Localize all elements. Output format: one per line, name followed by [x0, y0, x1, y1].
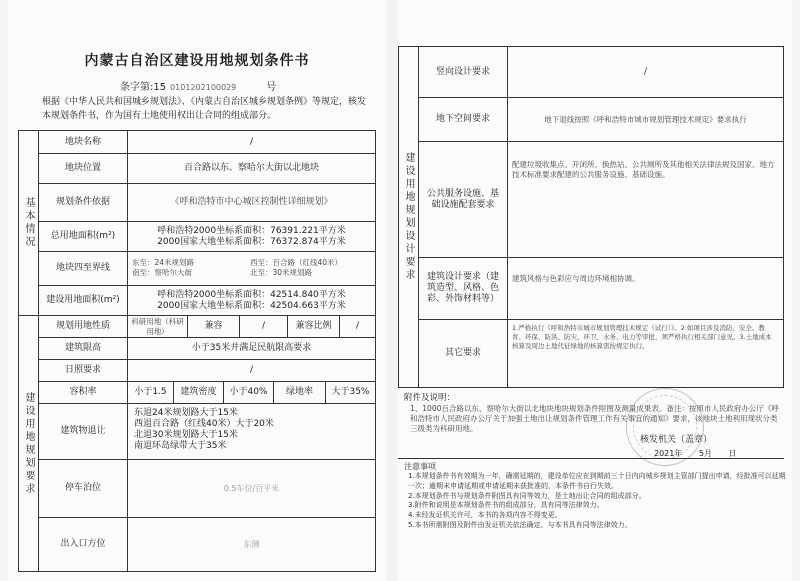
table-row [39, 359, 375, 381]
density-label: 建筑密度 [173, 382, 223, 403]
sunlight-label: 日照要求 [64, 365, 101, 375]
use-value: 科研用地（科研用地） [127, 316, 187, 337]
table-row [39, 403, 375, 459]
setback-label: 建筑物退让 [60, 426, 106, 436]
boundary-value [127, 252, 375, 285]
note-item: 1.本规划条件书有效期为一年，确需延期的，建设单位应在到期前三十日内向城乡规划主管部门提出申请，经批准可以延期一次；逾期未申请延期或申请延期未获批准的，本条件书自行失效。 [408, 472, 786, 490]
build-area-label: 建设用地面积(m²) [46, 295, 120, 305]
other-label: 其它要求 [444, 348, 481, 358]
setback-line: 南退环岛绿带大于35米 [134, 441, 227, 451]
plot-name-value: / [127, 131, 375, 153]
table-row [39, 183, 375, 221]
note-item: 3.附件和说明是本规划条件书的组成部分，具有同等法律效力。 [408, 501, 604, 510]
underground-label: 地下空间要求 [435, 114, 490, 124]
far-label: 容积率 [69, 387, 97, 397]
green-value: 大于35% [325, 382, 375, 403]
table-row [39, 337, 375, 359]
plot-name-label: 地块名称 [64, 136, 101, 147]
issue-month: 5 [698, 449, 704, 458]
issue-year-unit: 年 [674, 449, 683, 458]
serial-label: 条字第:15 [120, 82, 167, 93]
attachment-body: 1、1000百合路以东、察哈尔大街以北地块地块规划条件附图及测量成果表。备注：按照市人民政府办公厅《呼和浩特市人民政府办公厅关于加强土地出让规划条件管理工作有关事宜的通知》要求，该地块土地利用现状分类三级类为科研用地。 [410, 404, 779, 433]
setback-line: 北退30米规划路大于15米 [134, 430, 238, 440]
basis-value: 《呼和浩特市中心城区控制性详细规划》 [127, 184, 375, 221]
table-row [39, 131, 375, 153]
boundary-west: 西至：百合路（红线40米） [250, 258, 343, 267]
table-row [419, 47, 783, 97]
table-row [419, 141, 783, 257]
height-value: 小于35米并满足民航限高要求 [127, 338, 375, 359]
sunlight-value: / [127, 360, 375, 381]
table-row [39, 285, 375, 315]
underground-value: 地下退线按照《呼和浩特市城市规划管理技术规定》要求执行 [507, 98, 783, 141]
compat-ratio-label: 兼容比例 [287, 316, 339, 337]
table-row [39, 517, 375, 571]
public-value: 配建垃圾收集点、开闭所、换热站、公共厕所及其他相关法律法规及国家、地方技术标准要求配建的公共服务设施、基础设施。 [507, 142, 783, 257]
section-planning-label: 建设用地规划要求 [19, 315, 39, 571]
compat-value: / [239, 316, 287, 337]
note-item: 5.本书所需附图及附件由发证机关依法确定，与本书具有同等法律效力。 [408, 520, 632, 529]
style-label: 建筑设计要求（建筑造型、风格、色彩、外饰材料等） [426, 272, 499, 304]
table-row [419, 257, 783, 319]
location-label: 地块位置 [64, 163, 101, 173]
boundary-east: 东至：24米规划路 [132, 258, 195, 267]
use-label: 规划用地性质 [55, 321, 110, 331]
vertical-label: 竖向设计要求 [435, 66, 490, 77]
compat-label: 兼容 [187, 316, 239, 337]
entrance-value: 东侧 [127, 518, 375, 571]
total-area-line: 2000国家大地坐标系面积：76372.874平方米 [157, 236, 346, 247]
issuer-label: 核发机关（盖章） [640, 435, 713, 445]
table-row [39, 315, 375, 337]
build-area-value [127, 286, 375, 315]
left-page [8, 0, 386, 581]
table-row [419, 97, 783, 141]
note-item: 4.未经发证机关许可，本书的各项内容不得变更。 [408, 511, 562, 520]
public-label: 公共服务设施、基础设施配套要求 [426, 188, 499, 210]
location-value: 百合路以东、察哈尔大街以北地块 [127, 154, 375, 183]
other-value: 1.严格执行《呼和浩特市城市规划管理技术规定（试行）》。2.如项目涉及消防、安全、教育、环保、防洪、防灾、环卫、水务、电力等审批，须严格执行相关部门意见。3.土地成本核算及周边土地代征绿地的核算需按规定执行。 [507, 320, 783, 387]
build-area-line: 呼和浩特2000坐标系面积：42514.840平方米 [157, 289, 346, 300]
table-row [39, 221, 375, 251]
far-value: 小于1.5 [127, 382, 173, 403]
conditions-table [18, 130, 376, 572]
issue-year: 2021 [654, 449, 675, 458]
total-area-value [127, 222, 375, 251]
build-area-line: 2000国家大地坐标系面积：42504.663平方米 [157, 300, 346, 311]
setback-line: 西退百合路（红线40米）大于20米 [134, 419, 274, 429]
height-label: 建筑限高 [64, 343, 101, 353]
issue-day-unit: 日 [728, 449, 737, 458]
design-requirements-table [398, 46, 784, 388]
serial-number [120, 78, 276, 93]
section-basic-label: 基本情况 [19, 131, 39, 315]
issue-month-unit: 月 [704, 449, 712, 458]
table-row [39, 153, 375, 183]
table-row [419, 319, 783, 387]
total-area-label: 总用地面积(m²) [50, 231, 116, 241]
notes-list [408, 472, 786, 531]
notes-title: 注意事项 [404, 462, 436, 471]
table-row [39, 459, 375, 517]
note-item: 2.本规划条件书与规划条件附图具有同等效力，是土地出让合同的组成部分。 [408, 491, 646, 500]
attachment-title: 附件及说明： [404, 393, 456, 403]
vertical-value: / [507, 47, 783, 97]
density-value: 小于40% [223, 382, 273, 403]
intro-paragraph: 根据《中华人民共和国城乡规划法》、《内蒙古自治区城乡规划条例》等规定，核发本规划条件书，作为国有土地使用权出让合同的组成部分。 [42, 97, 367, 121]
document-title: 内蒙古自治区建设用地规划条件书 [84, 53, 310, 69]
setback-line: 东退24米规划路大于15米 [134, 408, 238, 418]
divider [398, 458, 784, 459]
table-row [39, 381, 375, 403]
parking-label: 停车泊位 [64, 483, 101, 493]
total-area-line: 呼和浩特2000坐标系面积：76391.221平方米 [157, 225, 346, 236]
boundary-south: 南至：察哈尔大街 [132, 268, 192, 277]
section-design-label: 建设用地规划设计要求 [399, 47, 419, 387]
entrance-label: 出入口方位 [60, 539, 106, 549]
green-label: 绿地率 [273, 382, 325, 403]
setback-value [127, 404, 375, 459]
serial-value: 0101202100029 [170, 83, 237, 92]
compat-ratio-value: / [339, 316, 375, 337]
basis-label: 规划条件依据 [55, 197, 110, 207]
table-row [39, 251, 375, 285]
boundary-north: 北至：30米规划路 [250, 268, 313, 277]
boundary-label: 地块四至界线 [55, 263, 110, 273]
style-value: 建筑风格与色彩应与周边环境相协调。 [507, 258, 783, 319]
serial-suffix: 号 [266, 82, 277, 93]
parking-value: 0.5车位/百平米 [127, 460, 375, 517]
